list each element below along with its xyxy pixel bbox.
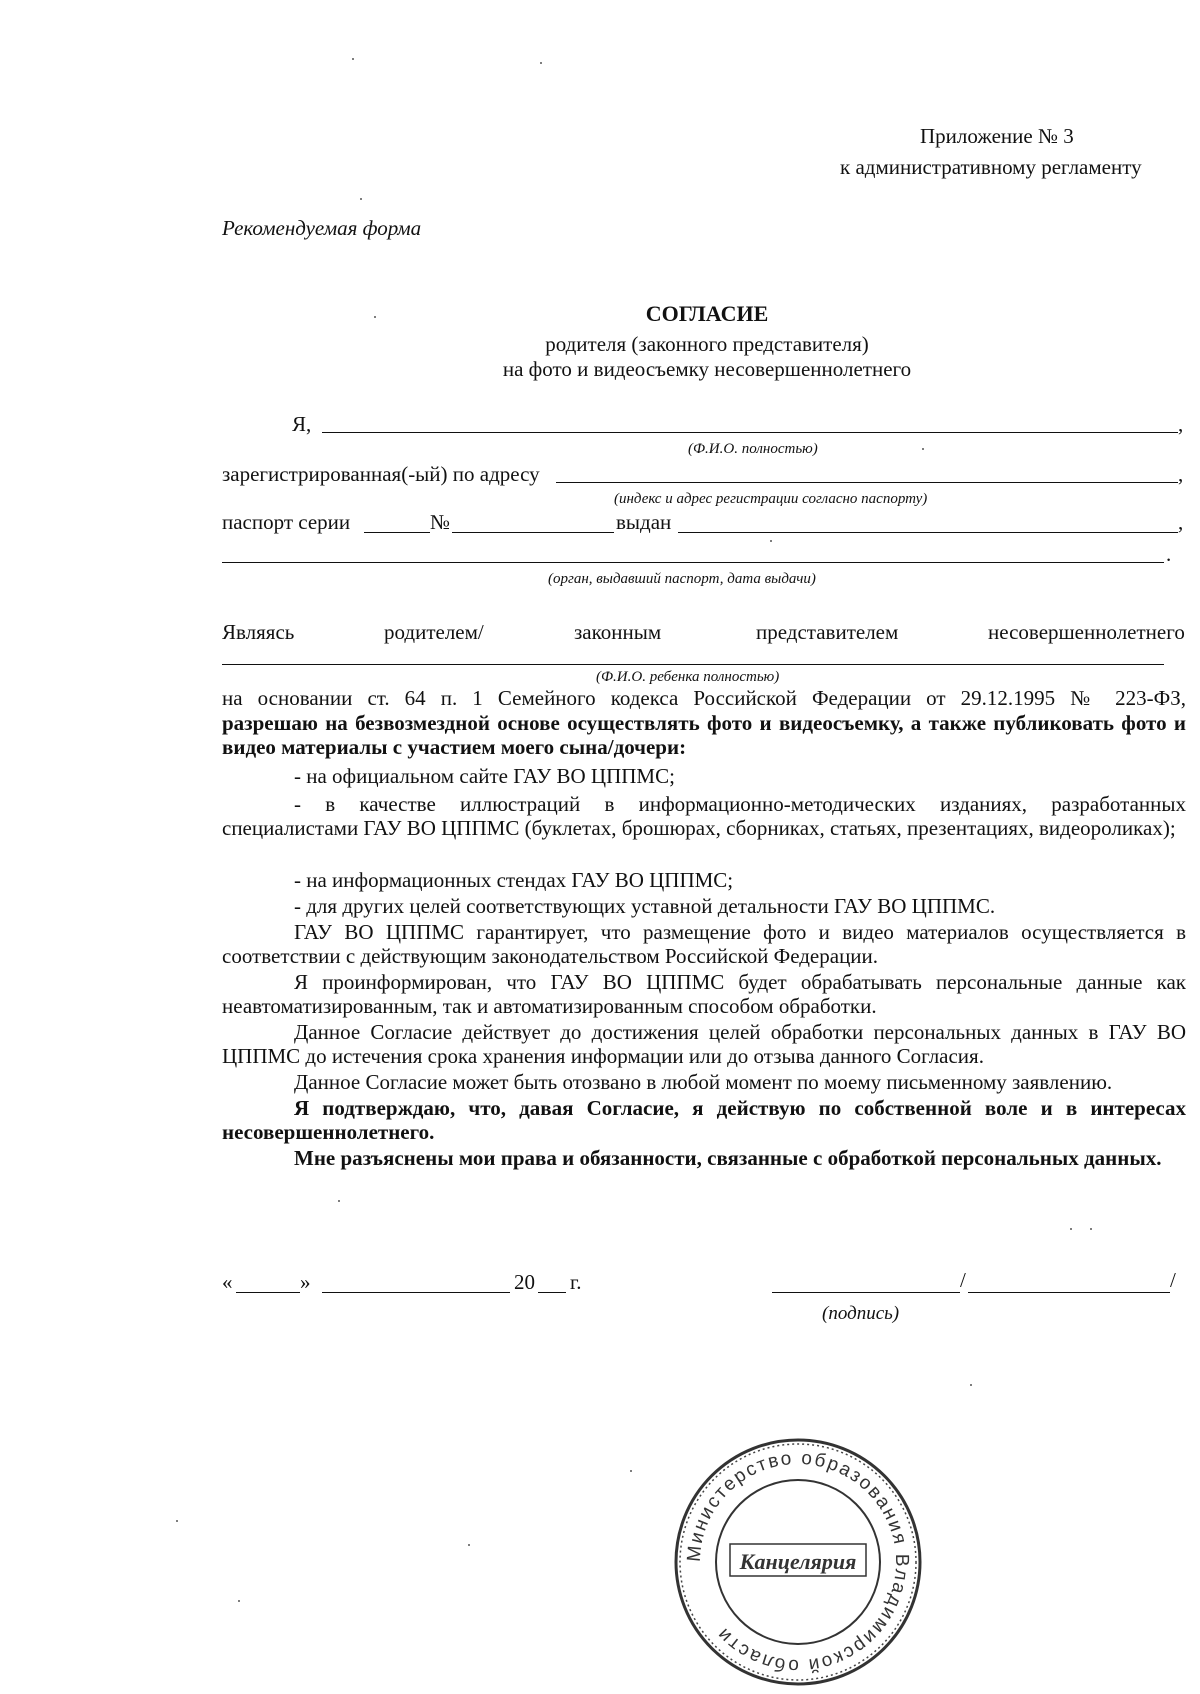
child-fio-hint: (Ф.И.О. ребенка полностью) [596, 669, 780, 685]
issued-label: выдан [616, 510, 672, 534]
issuer-period: . [1166, 542, 1172, 566]
passport-number-field[interactable] [452, 532, 614, 533]
being-word-3: законным [574, 620, 662, 644]
signature-slash-2: / [1170, 1268, 1176, 1292]
basis-text: на основании ст. 64 п. 1 Семейного кодекса Российской Федерации от 29.12.1995 № 223-ФЗ, [222, 686, 1186, 710]
address-hint: (индекс и адрес регистрации согласно паспорту) [614, 491, 928, 507]
date-month-field[interactable] [322, 1292, 510, 1293]
issued-field[interactable] [678, 532, 1178, 533]
being-word-4: представителем [756, 620, 899, 644]
date-quote-open: « [222, 1270, 233, 1294]
being-word-5: несовершеннолетнего [988, 620, 1185, 644]
signature-slash-1: / [960, 1268, 966, 1292]
date-day-field[interactable] [236, 1292, 300, 1293]
permit-text: разрешаю на безвозмездной основе осуществлять фото и видеосъемку, а также публиковать фото и видео материалы с участием моего сына/дочери: [222, 711, 1186, 759]
issuer-field[interactable] [222, 562, 1164, 563]
title-line-3: на фото и видеосъемку несовершеннолетнего [502, 357, 912, 381]
date-quote-close: » [300, 1270, 311, 1294]
year-suffix: г. [570, 1270, 582, 1294]
address-comma: , [1178, 462, 1184, 486]
list-item-publications: - в качестве иллюстраций в информационно-методических изданиях, разработанных специалистами ГАУ ВО ЦППМС (буклетах, брошюрах, сборниках, статьях, презентациях, видеороликах); [222, 792, 1186, 840]
address-field[interactable] [556, 482, 1178, 483]
signature-decode-field[interactable] [968, 1292, 1170, 1293]
year-prefix: 20 [514, 1270, 535, 1294]
appendix-number: Приложение № 3 [920, 124, 1074, 148]
being-word-2: родителем/ [384, 620, 484, 644]
issuer-hint: (орган, выдавший паспорт, дата выдачи) [548, 571, 816, 587]
guarantee-paragraph: ГАУ ВО ЦППМС гарантирует, что размещение фото и видео материалов осуществляется в соответствии с действующим законодательством Российской Федерации. [222, 920, 1186, 968]
validity-paragraph: Данное Согласие действует до достижения целей обработки персональных данных в ГАУ ВО ЦППМС до истечения срока хранения информации или до отзыва данного Согласия. [222, 1020, 1186, 1068]
passport-series-label: паспорт серии [222, 510, 351, 534]
being-word-1: Являясь [222, 620, 295, 644]
signature-field[interactable] [772, 1292, 960, 1293]
signature-hint: (подпись) [822, 1303, 900, 1324]
date-year-field[interactable] [538, 1292, 566, 1293]
list-item-site: - на официальном сайте ГАУ ВО ЦППМС; [294, 764, 675, 788]
fio-comma: , [1178, 412, 1184, 436]
informed-paragraph: Я проинформирован, что ГАУ ВО ЦППМС будет обрабатывать персональные данные как неавтоматизированным, так и автоматизированным способом обработки. [222, 970, 1186, 1018]
document-title: СОГЛАСИЕ [645, 301, 769, 326]
i-label: Я, [292, 412, 312, 436]
form-note: Рекомендуемая форма [222, 216, 422, 240]
stamp-center-text: Канцелярия [739, 1549, 857, 1574]
fio-hint: (Ф.И.О. полностью) [688, 441, 818, 457]
child-fio-field[interactable] [222, 664, 1164, 665]
list-item-stands: - на информационных стендах ГАУ ВО ЦППМС; [294, 868, 734, 892]
revoke-paragraph: Данное Согласие может быть отозвано в любой момент по моему письменному заявлению. [294, 1070, 1113, 1094]
chancellery-stamp [672, 1436, 924, 1688]
list-item-other: - для других целей соответствующих уставной детальности ГАУ ВО ЦППМС. [294, 894, 996, 918]
stamp-ring-text: Министерство образования Владимирской области [683, 1447, 913, 1677]
confirm-paragraph: Я подтверждаю, что, давая Согласие, я действую по собственной воле и в интересах несовершеннолетнего. [222, 1096, 1186, 1144]
title-line-2: родителя (законного представителя) [545, 332, 869, 356]
passport-number-label: № [430, 510, 451, 534]
issued-comma: , [1178, 510, 1184, 534]
appendix-to: к административному регламенту [840, 155, 1142, 179]
fio-field[interactable] [322, 432, 1178, 433]
rights-paragraph: Мне разъяснены мои права и обязанности, связанные с обработкой персональных данных. [294, 1146, 1162, 1170]
passport-series-field[interactable] [364, 532, 430, 533]
address-label: зарегистрированная(-ый) по адресу [222, 462, 540, 486]
